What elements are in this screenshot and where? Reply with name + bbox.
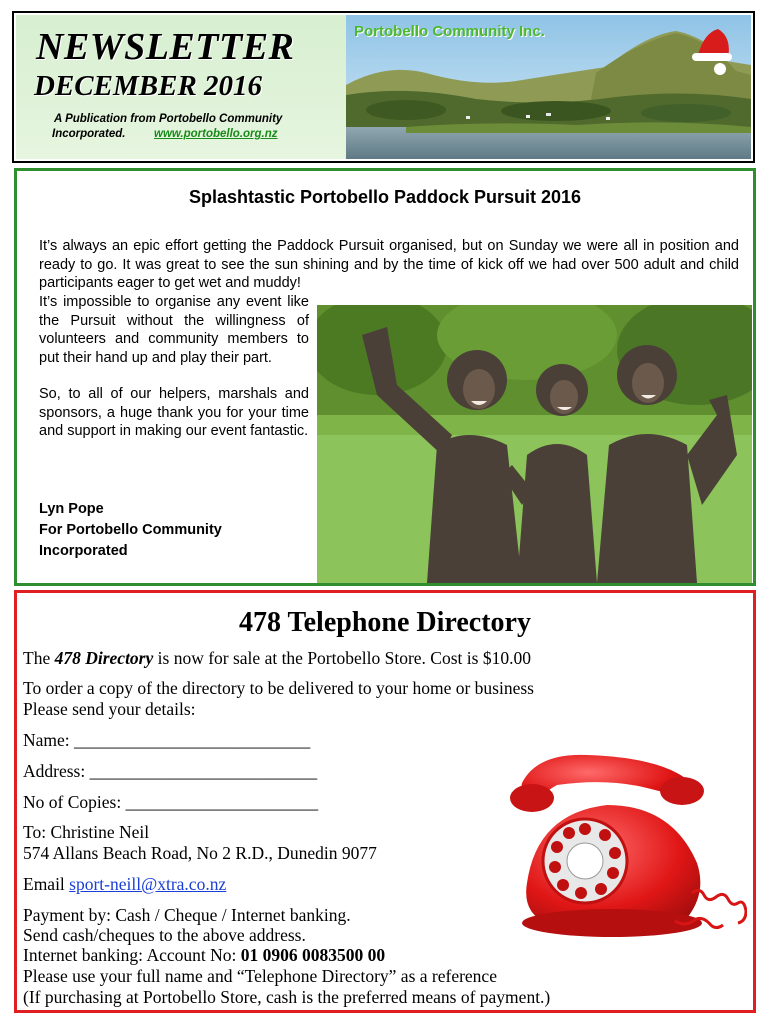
payment-methods-line: Payment by: Cash / Cheque / Internet banking.: [23, 905, 351, 925]
postal-address-line: 574 Allans Beach Road, No 2 R.D., Dunedin 9077: [23, 843, 377, 863]
rotary-phone-icon: [497, 743, 747, 953]
telephone-directory-notice: [14, 590, 756, 1013]
reference-line: Please use your full name and “Telephone Directory” as a reference: [23, 966, 497, 986]
banking-prefix: Internet banking: Account No:: [23, 945, 241, 965]
muddy-girls-image: [317, 305, 752, 583]
signature-name: Lyn Pope: [39, 501, 104, 517]
newsletter-date: DECEMBER 2016: [34, 70, 263, 102]
masthead-panel: [16, 15, 346, 159]
address-field: Address: __________________________: [23, 761, 318, 781]
muddy-participants-photo: [317, 305, 752, 583]
copies-field: No of Copies: ______________________: [23, 792, 319, 812]
harbour-photo: [346, 15, 751, 159]
sale-suffix: is now for sale at the Portobello Store. Cost is $10.00: [153, 648, 531, 668]
organisation-name: Portobello Community Inc.: [354, 23, 545, 40]
article-title: Splashtastic Portobello Paddock Pursuit 2016: [188, 187, 582, 207]
name-field: Name: ___________________________: [23, 730, 311, 750]
directory-sale-line: [23, 648, 531, 669]
article-paragraph-volunteers: It’s impossible to organise any event like the Pursuit without the willingness of volunteers and community members to put their hand up and play their part.: [39, 294, 309, 366]
article-paragraph-thanks: So, to all of our helpers, marshals and sponsors, a huge thank you for your time and support in making our event fantastic.: [39, 386, 309, 439]
signature-org-line-2: Incorporated: [39, 543, 128, 559]
banking-line: [23, 945, 385, 966]
telephone-illustration: [497, 743, 747, 953]
paddock-pursuit-article: [14, 168, 756, 586]
directory-title: 478 Telephone Directory: [239, 607, 531, 638]
newsletter-header: [12, 11, 755, 163]
sale-prefix: The: [23, 648, 55, 668]
email-prefix: Email: [23, 874, 70, 894]
account-number: 01 0906 0083500 00: [240, 945, 386, 965]
order-line: To order a copy of the directory to be delivered to your home or business: [23, 678, 534, 698]
newsletter-title: NEWSLETTER: [36, 26, 295, 68]
store-payment-line: (If purchasing at Portobello Store, cash is the preferred means of payment.): [23, 987, 551, 1007]
email-line: [23, 874, 226, 895]
signature-org-line: For Portobello Community: [39, 522, 222, 538]
recipient-line: To: Christine Neil: [23, 822, 150, 842]
order-details-line: Please send your details:: [23, 699, 196, 719]
publication-line: A Publication from Portobello Community: [54, 113, 283, 125]
directory-name: 478 Directory: [54, 648, 154, 668]
email-link[interactable]: sport-neill@xtra.co.nz: [69, 874, 227, 894]
publication-line-2: Incorporated.: [52, 128, 126, 140]
article-paragraph: It’s always an epic effort getting the Paddock Pursuit organised, but on Sunday we were all in position and ready to go. It was great to see the sun shining and by the time of kick off we had over 500 adult and child participants eager to get wet and muddy!: [39, 238, 739, 291]
website-link[interactable]: www.portobello.org.nz: [154, 128, 278, 140]
send-cash-line: Send cash/cheques to the above address.: [23, 925, 306, 945]
